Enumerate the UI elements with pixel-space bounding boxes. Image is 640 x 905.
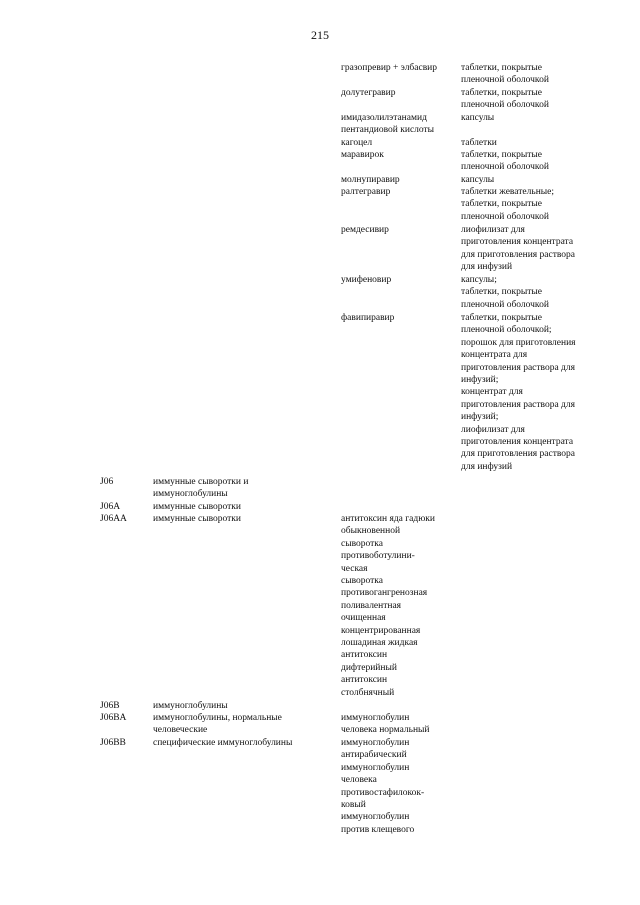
dosage-form: лиофилизат для приготовления концентрата для приготовления раствора для инфузий bbox=[461, 225, 575, 273]
drug-name: иммуноглобулин человека нормальный bbox=[341, 713, 430, 736]
atc-code: J06BB bbox=[100, 738, 126, 748]
atc-group: иммунные сыворотки bbox=[153, 514, 241, 524]
dosage-form: таблетки, покрытые пленочной оболочкой bbox=[461, 88, 549, 111]
drug-name: гразопревир + элбасвир bbox=[341, 63, 438, 73]
atc-group: специфические иммуноглобулины bbox=[153, 738, 293, 748]
dosage-form: капсулы; таблетки, покрытые пленочной оболочкой bbox=[461, 275, 549, 310]
drug-name: кагоцел bbox=[341, 138, 373, 148]
drug-name: антитоксин яда гадюки обыкновенной сыворотка противоботулини- ческая сыворотка противогангренозная поливалентная очищенная концентрированная лошадиная жидкая антитоксин дифтерийный антитоксин столбнячный bbox=[341, 514, 435, 698]
atc-code: J06BA bbox=[100, 713, 127, 723]
drug-name: ралтегравир bbox=[341, 187, 391, 197]
dosage-form: таблетки bbox=[461, 138, 497, 148]
dosage-form: таблетки, покрытые пленочной оболочкой; порошок для приготовления концентрата для приготовления раствора для инфузий; концентрат для приготовления раствора для инфузий; лиофилизат для приготовления концентрата для приготовления раствора для инфузий bbox=[461, 313, 576, 472]
drug-name: имидазолилэтанамид пентандиовой кислоты bbox=[341, 113, 435, 136]
drug-name: долутегравир bbox=[341, 88, 396, 98]
atc-group: иммуноглобулины, нормальные человеческие bbox=[153, 713, 282, 736]
atc-group: иммуноглобулины bbox=[153, 701, 228, 711]
dosage-form: капсулы bbox=[461, 175, 495, 185]
drug-name: маравирок bbox=[341, 150, 384, 160]
atc-code: J06AA bbox=[100, 514, 127, 524]
atc-code: J06A bbox=[100, 502, 121, 512]
drug-name: молнупиравир bbox=[341, 175, 400, 185]
atc-group: иммунные сыворотки bbox=[153, 502, 241, 512]
drug-name: фавипиравир bbox=[341, 313, 395, 323]
atc-code: J06B bbox=[100, 701, 120, 711]
dosage-form: капсулы bbox=[461, 113, 495, 123]
drug-name: иммуноглобулин антирабический иммуноглобулин человека противостафилокок- ковый иммуноглобулин против клещевого bbox=[341, 738, 425, 835]
drug-name: умифеновир bbox=[341, 275, 392, 285]
drug-name: ремдесивир bbox=[341, 225, 389, 235]
dosage-form: таблетки, покрытые пленочной оболочкой bbox=[461, 150, 549, 173]
dosage-form: таблетки, покрытые пленочной оболочкой bbox=[461, 63, 549, 86]
atc-group: иммунные сыворотки и иммуноглобулины bbox=[153, 477, 249, 500]
atc-code: J06 bbox=[100, 477, 114, 487]
page-number: 215 bbox=[311, 28, 329, 42]
dosage-form: таблетки жевательные; таблетки, покрытые пленочной оболочкой bbox=[461, 187, 555, 222]
